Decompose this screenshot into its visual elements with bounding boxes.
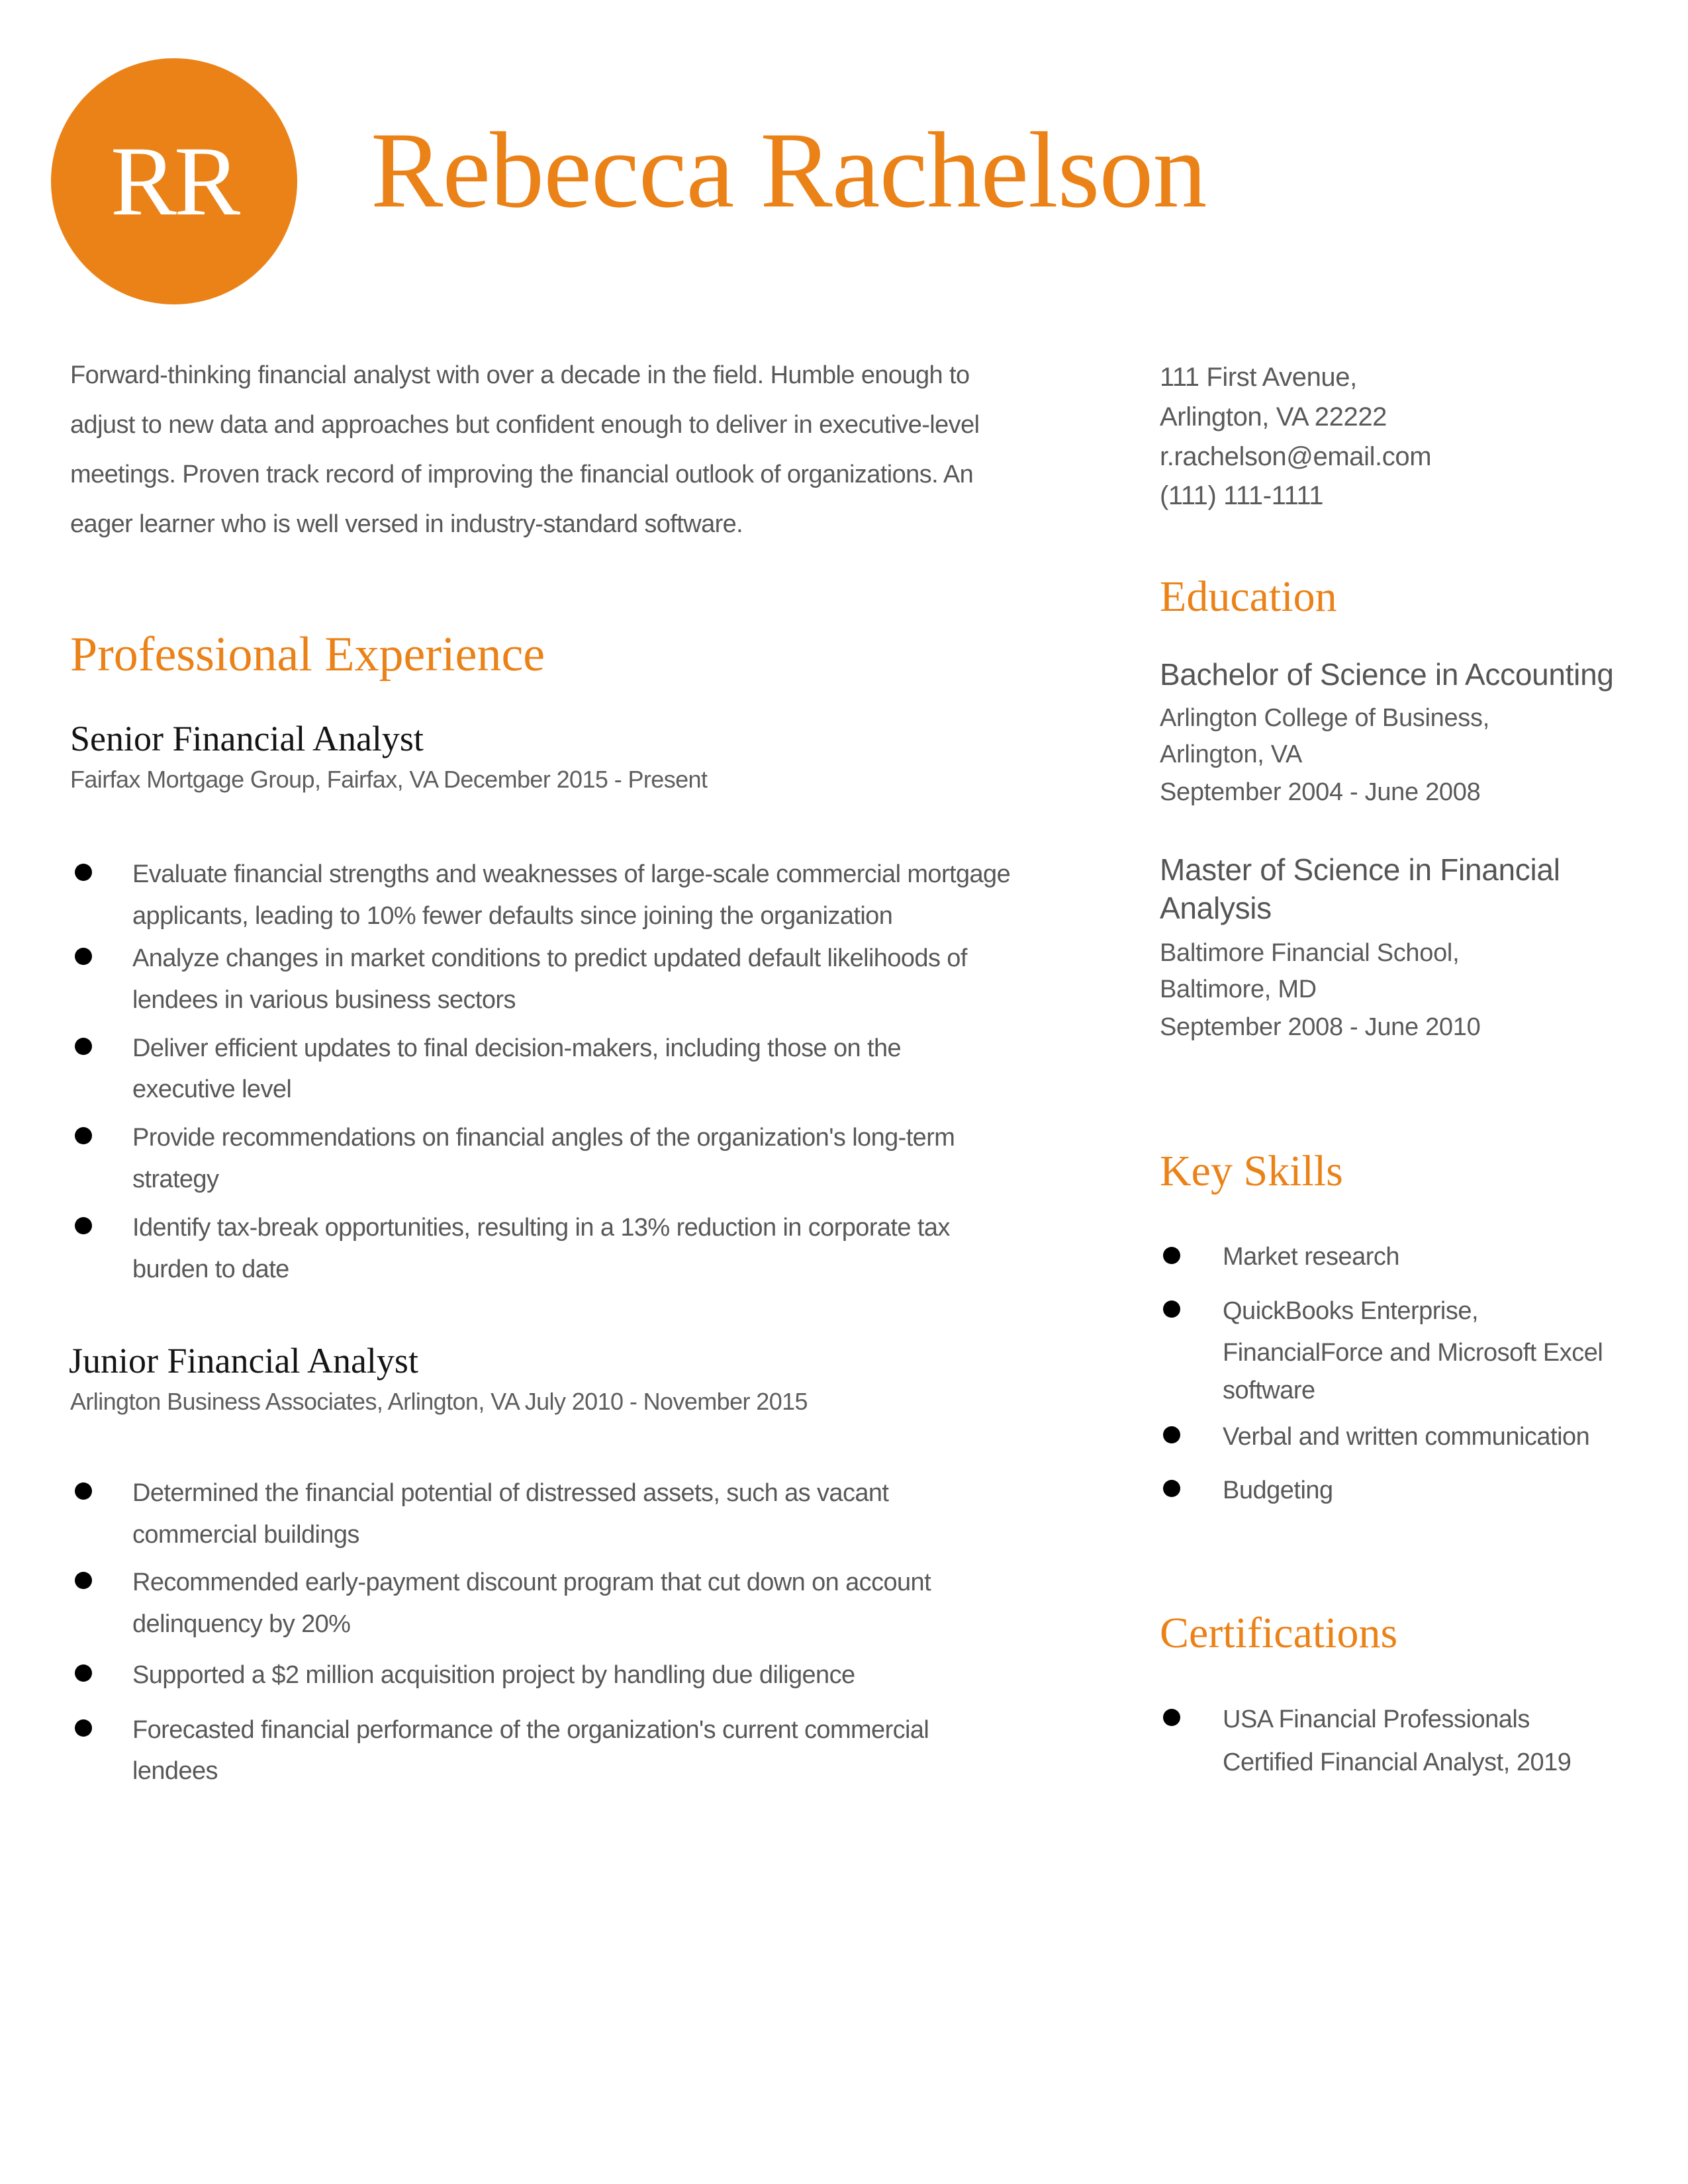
section-heading-skills: Key Skills: [1160, 1147, 1343, 1195]
summary-line: meetings. Proven track record of improving the financial outlook of organizations. An: [70, 461, 974, 488]
school-name: Baltimore Financial School,: [1160, 939, 1460, 967]
summary-line: adjust to new data and approaches but confident enough to deliver in executive-level: [70, 411, 980, 439]
bullet-icon: [75, 1719, 92, 1737]
certification-item: USA Financial Professionals: [1223, 1706, 1530, 1733]
summary-line: eager learner who is well versed in industry-standard software.: [70, 510, 743, 538]
contact-address-line2: Arlington, VA 22222: [1160, 402, 1387, 432]
bullet-icon: [75, 1127, 92, 1144]
education-dates: September 2008 - June 2010: [1160, 1013, 1481, 1041]
education-dates: September 2004 - June 2008: [1160, 778, 1481, 806]
candidate-name: Rebecca Rachelson: [371, 111, 1207, 230]
degree-title: Master of Science in Financial: [1160, 852, 1560, 887]
degree-title-cont: Analysis: [1160, 891, 1272, 925]
summary-line: Forward-thinking financial analyst with over a decade in the field. Humble enough to: [70, 361, 970, 389]
job-bullet-line: Identify tax-break opportunities, resulting in a 13% reduction in corporate tax: [132, 1214, 950, 1242]
school-location: Arlington, VA: [1160, 741, 1303, 768]
contact-email[interactable]: r.rachelson@email.com: [1160, 442, 1432, 471]
job-bullet-line: strategy: [132, 1165, 219, 1193]
bullet-icon: [1163, 1480, 1180, 1497]
bullet-icon: [75, 1664, 92, 1682]
bullet-icon: [75, 948, 92, 965]
monogram-badge: [51, 58, 297, 304]
job-bullet-line: applicants, leading to 10% fewer defaults since joining the organization: [132, 902, 893, 930]
school-location: Baltimore, MD: [1160, 976, 1317, 1003]
bullet-icon: [75, 1038, 92, 1055]
job-bullet-line: Determined the financial potential of distressed assets, such as vacant: [132, 1479, 889, 1507]
bullet-icon: [75, 864, 92, 881]
job-title: Junior Financial Analyst: [69, 1341, 418, 1381]
bullet-icon: [75, 1217, 92, 1234]
job-bullet-line: commercial buildings: [132, 1521, 359, 1549]
certification-item-cont: Certified Financial Analyst, 2019: [1223, 1749, 1571, 1776]
skill-item: Budgeting: [1223, 1477, 1333, 1504]
job-bullet-line: Analyze changes in market conditions to predict updated default likelihoods of: [132, 944, 967, 972]
job-bullet-line: Supported a $2 million acquisition project by handling due diligence: [132, 1661, 855, 1689]
bullet-icon: [75, 1572, 92, 1589]
job-title: Senior Financial Analyst: [70, 719, 424, 758]
job-bullet-line: burden to date: [132, 1255, 289, 1283]
skill-item: QuickBooks Enterprise,: [1223, 1297, 1479, 1325]
section-heading-experience: Professional Experience: [70, 627, 545, 682]
bullet-icon: [1163, 1426, 1180, 1443]
bullet-icon: [1163, 1300, 1180, 1318]
degree-title: Bachelor of Science in Accounting: [1160, 657, 1614, 692]
job-company-dates: Arlington Business Associates, Arlington, VA July 2010 - November 2015: [70, 1388, 808, 1415]
job-bullet-line: Forecasted financial performance of the organization's current commercial: [132, 1716, 929, 1744]
job-bullet-line: Evaluate financial strengths and weaknesses of large-scale commercial mortgage: [132, 860, 1011, 888]
skill-item: Verbal and written communication: [1223, 1423, 1590, 1451]
monogram-initials: RR: [110, 126, 238, 236]
job-bullet-line: delinquency by 20%: [132, 1610, 351, 1638]
bullet-icon: [1163, 1247, 1180, 1264]
job-company-dates: Fairfax Mortgage Group, Fairfax, VA December 2015 - Present: [70, 766, 708, 793]
job-bullet-line: Deliver efficient updates to final decision-makers, including those on the: [132, 1034, 902, 1062]
bullet-icon: [1163, 1709, 1180, 1726]
section-heading-certifications: Certifications: [1160, 1609, 1398, 1657]
contact-phone[interactable]: (111) 111-1111: [1160, 481, 1324, 510]
skill-item-cont: software: [1223, 1377, 1315, 1404]
job-bullet-line: lendees in various business sectors: [132, 986, 516, 1014]
job-bullet-line: lendees: [132, 1757, 218, 1785]
bullet-icon: [75, 1482, 92, 1500]
job-bullet-line: Recommended early-payment discount program that cut down on account: [132, 1569, 931, 1596]
section-heading-education: Education: [1160, 572, 1337, 621]
skill-item-cont: FinancialForce and Microsoft Excel: [1223, 1339, 1603, 1367]
job-bullet-line: Provide recommendations on financial angles of the organization's long-term: [132, 1124, 955, 1152]
skill-item: Market research: [1223, 1243, 1400, 1271]
job-bullet-line: executive level: [132, 1075, 292, 1103]
school-name: Arlington College of Business,: [1160, 704, 1489, 732]
contact-address-line1: 111 First Avenue,: [1160, 363, 1357, 392]
